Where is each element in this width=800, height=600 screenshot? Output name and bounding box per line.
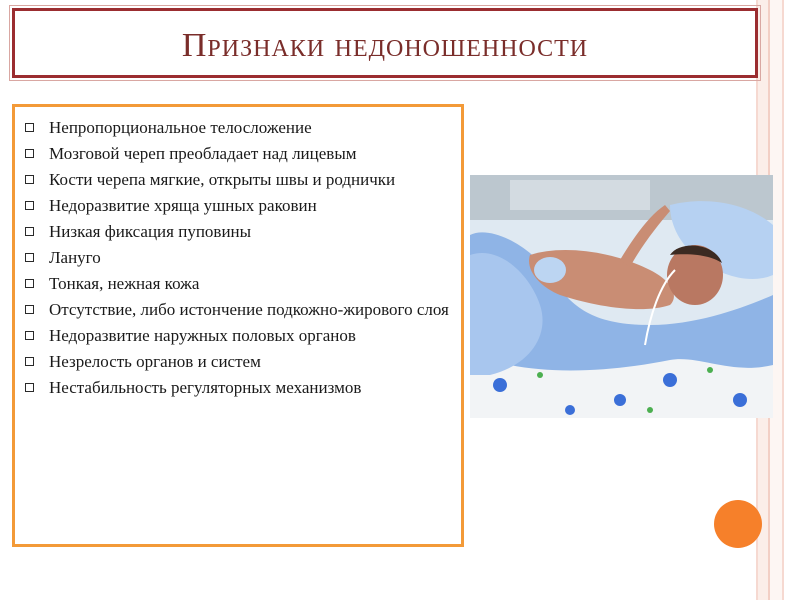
checkbox-icon xyxy=(25,123,34,132)
checkbox-icon xyxy=(25,383,34,392)
checkbox-icon xyxy=(25,253,34,262)
title-frame xyxy=(12,8,758,78)
slide-title: Признаки недоношенности xyxy=(181,27,589,64)
list-item: Недоразвитие хряща ушных раковин xyxy=(19,193,455,219)
checkbox-icon xyxy=(25,149,34,158)
decorative-circle xyxy=(714,500,762,548)
list-item: Незрелость органов и систем xyxy=(19,349,455,375)
list-item: Низкая фиксация пуповины xyxy=(19,219,455,245)
list-item: Отсутствие, либо истончение подкожно-жирового слоя xyxy=(19,297,455,323)
list-item: Непропорциональное телосложение xyxy=(19,115,455,141)
checkbox-icon xyxy=(25,227,34,236)
checkbox-icon xyxy=(25,279,34,288)
list-item: Недоразвитие наружных половых органов xyxy=(19,323,455,349)
list-item: Тонкая, нежная кожа xyxy=(19,271,455,297)
checkbox-icon xyxy=(25,175,34,184)
list-item: Нестабильность регуляторных механизмов xyxy=(19,375,455,401)
checkbox-icon xyxy=(25,201,34,210)
checkbox-icon xyxy=(25,305,34,314)
checkbox-icon xyxy=(25,357,34,366)
bullet-list xyxy=(19,115,455,401)
bullet-list-box xyxy=(12,104,464,547)
list-item: Лануго xyxy=(19,245,455,271)
premature-infant-photo xyxy=(470,175,773,418)
checkbox-icon xyxy=(25,331,34,340)
list-item: Кости черепа мягкие, открыты швы и роднички xyxy=(19,167,455,193)
list-item: Мозговой череп преобладает над лицевым xyxy=(19,141,455,167)
photo-illustration xyxy=(470,175,773,418)
